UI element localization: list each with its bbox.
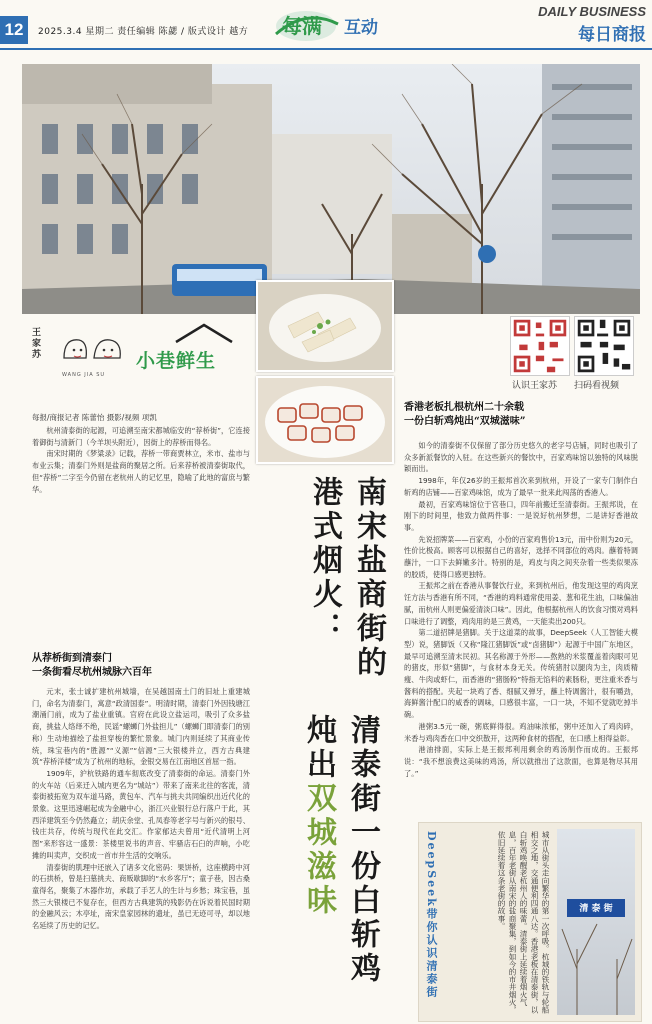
intro-text	[32, 425, 250, 495]
house-roof-icon	[174, 322, 234, 344]
intro-paragraph: 南宋时期的《梦粱录》记载，荐桥一带商贾林立，米市、盐市与布业云集；清泰门外则是盐商的聚居之所。后来荐桥被清泰街取代，但“荐桥”二字至今仍留在老杭州人的记忆里，隐喻了此地的富庶与繁华。	[32, 449, 250, 494]
wangjiasu-logo-text: 王家苏	[32, 328, 42, 360]
street-sign-photo	[557, 829, 635, 1015]
sidebar-title: DeepSeek带你认识清泰街	[425, 831, 438, 999]
section1-paragraph: 1909年，沪杭铁路的通车彻底改变了清泰街的命运。清泰门外的火车站（后来迁入城内更名为“城站”）带来了南来北往的客流，清泰街被拓宽为双车道马路，黄包车、汽车与挑夫共同编织出近代化的景象。这里迅速崛起成为金融中心，浙江兴业银行总行落户于此，其西洋建筑至今仍然矗立；胡庆余堂、孔凤春等老字号与新兴的银号、钱庄共存，传统与现代在此交汇。作家郁达夫曾用“近代清明上河图”来形容这一盛景：茶楼里说书的声音、牢骚店石臼的声响，小吃摊的叫卖声，交织成一首市井生活的交响乐。	[32, 768, 250, 860]
section1-subtitle: 一条街看尽杭州城脉六百年	[32, 667, 152, 678]
brand-english: DAILY BUSINESS	[538, 4, 646, 19]
page-number: 12	[0, 16, 28, 44]
intro-paragraph: 杭州清泰街的起源，可追溯至南宋都城临安的“荐桥街”，它连接着御街与清新门（今羊坝头附近），因街上的荐桥而得名。	[32, 426, 250, 447]
main-title-line1: 清泰街一份白斩鸡炖出	[301, 713, 380, 986]
street-photo	[22, 64, 640, 314]
section2-paragraph: 先说招牌菜——百家鸡，小份的百家鸡售价13元，而中份则为20元，性价比极高。顾客可以根据自己的喜好，选择不同部位的鸡肉。蘸着特调蘸汁，一口下去鲜嫩多汁。特别的是，鸡皮与肉之间夹杂着一些类似果冻的胶质，使得口感更独特。	[404, 534, 638, 579]
deepseek-sidebar	[418, 822, 642, 1022]
section2-paragraph: 如今的清泰街不仅保留了部分历史悠久的老字号店铺，同时也吸引了众多新派餐饮的入驻。在这些新兴的餐饮中，百家鸡味馆以独特的风味脱颖而出。	[404, 441, 638, 474]
section2-paragraph: 1998年，年仅26岁的王振邦首次来到杭州，开设了一家专门制作白斩鸡的店铺——百家鸡味馆，成为了最早一批来此闯荡的香港人。	[404, 476, 638, 497]
street-sign-text: 清 泰 街	[579, 904, 613, 914]
food-photo-chicken	[256, 280, 394, 372]
wangjiasu-pinyin: WANG JIA SU	[62, 372, 106, 378]
section2-paragraph: 港粥3.5元一碗，粥底鲜得很。鸡油味浓郁，粥中还加入了鸡肉碎，米香与鸡肉香在口中交织散开，这两种食材的搭配，在口感上相得益彰。	[404, 721, 638, 743]
dateline: 2025.3.4 星期二 责任编辑 陈勰 / 版式设计 越方	[38, 27, 249, 37]
xiaoxiang-xiansheng-logo: 小巷鲜生	[136, 350, 217, 372]
wangjiasu-avatar-icon	[54, 328, 132, 368]
section1-paragraph: 清泰街的肌理中还嵌入了诸多文化密码：果饼桥，这座横跨中河的石拱桥，曾是扫墓挑夫、商贩歇脚的“水乡客厅”；童子巷，因古桑童得名，聚集了木器作坊，承载了手艺人的生计与乡愁；珠宝巷，虽然三大银楼已不复存在，但西方古典建筑的残影仍在诉说着民国时期的金融风云；木亭址，南宋皇家园林的遗址，虽已无迹可寻，却以地名延续了历史的记忆。	[32, 862, 250, 931]
section1-title: 从荐桥街到清泰门	[32, 653, 112, 664]
svg-text:互动: 互动	[344, 18, 378, 38]
section2-body	[404, 440, 638, 779]
main-title	[264, 476, 384, 1016]
food-photo-pork	[256, 376, 394, 464]
section2-paragraph: 王振邦之前在香港从事餐饮行业，来到杭州后，他发现这里的鸡肉烹饪方法与香港有所不同，“香港的鸡料通常使用姜、葱和花生油，口味偏油腻，而杭州人则更偏爱清淡口味”。因此，他根据杭州人的饮食习惯对鸡料口味进行了调整，鸡肉用的是三黄鸡，一天能卖出200只。	[404, 581, 638, 626]
section1-body	[32, 686, 250, 932]
main-title-highlight: 双城滋味	[301, 781, 336, 918]
main-title-line2: 南宋盐商街的港式烟火：	[307, 476, 386, 680]
section2-paragraph: 港油排面，实际上是王振邦利用剩余的鸡汤制作而成的。王振邦说：“我不想浪费这美味的鸡汤，所以就推出了这款面，也算是物尽其用了。”	[404, 745, 638, 778]
brand-chinese: 每日商报	[578, 25, 646, 45]
qr-label-video: 扫码看视频	[574, 381, 620, 391]
svg-text:每满: 每满	[282, 14, 322, 38]
section1-paragraph: 元末，张士诚扩建杭州城墙，在吴越国南土门的旧址上重建城门，命名为清泰门，寓意“政清国泰”。明清时期，清泰门外因钱塘江潮涌门前，成为了盐业重镇。官府在此设立盐运司，吸引了众多盐商，挑盐人络绎不绝，民谣“螺蛳门外盐担儿”（螺蛳门即清泰门的别称）生动地描绘了盐担穿梭的繁忙景象。城门内则延续了其商业传统，珠宝巷内的“胜源”“义源”“信源”三大银楼并立，西方古典建筑“荐桥洋楼”成为了杭州的地标，金银交易在江南地区首屈一指。	[32, 687, 250, 767]
qr-code-wangjiasu[interactable]	[510, 316, 570, 376]
section2-paragraph: 第二道招牌是猪脚。关于这道菜的故事，DeepSeek（人工智能大模型）说，猪脚饭（又称“隆江猪脚饭”或“卤猪脚”）起源于中国广东地区，最早可追溯至清末民初。其名称源于外形——熬熟的米浆覆盖着肉眼可见的猪皮，形似“猪脚”，与食材本身无关。传统猪肘以腿肉为主，肉质精瘦、牛肉或虾仁，而香港的“猪肠粉”特指无馅料的素肠粉，更注重米香与酱料的搭配。夹起一块鸡了香、细腻又弹牙，蘸上特调酱汁，很有嚼劲，海鲜酱汁配口的咸香的调味，口感很丰富，一口一块，不知不觉就吃掉半碗。	[404, 628, 638, 720]
section2-title-line2: 一份白斩鸡炖出“双城滋味”	[404, 416, 526, 427]
byline: 每报/商报记者 陈蕾怡 摄影/视频 项凯	[32, 413, 157, 422]
header-rule	[0, 48, 652, 50]
sidebar-text: 城市从街头走向繁华的第一次呼吸。杭城的铁轨与轮船相交之地，交通便利四通八达。香港老板在清泰街，以白斩鸡唤醒老杭州人的味蕾。清泰街上延续着烟火气息，百年老街从南宋的盐商聚集，到如今的市井烟火，依旧延续着这条老街的故事。	[497, 831, 550, 1014]
section-logo	[268, 6, 390, 46]
section2-title-line1: 香港老板扎根杭州二十余载	[404, 402, 524, 413]
qr-code-video[interactable]	[574, 316, 634, 376]
qr-label-wangjiasu: 认识王家苏	[512, 381, 558, 391]
section2-paragraph: 最初，百家鸡味馆位于官巷口，四年前搬迁至清泰街。王振邦说，在刚下的时间里，他致力做两件事：一是说好杭州梦想，二是讲好香港故事。	[404, 499, 638, 532]
brand-block	[24, 316, 250, 398]
